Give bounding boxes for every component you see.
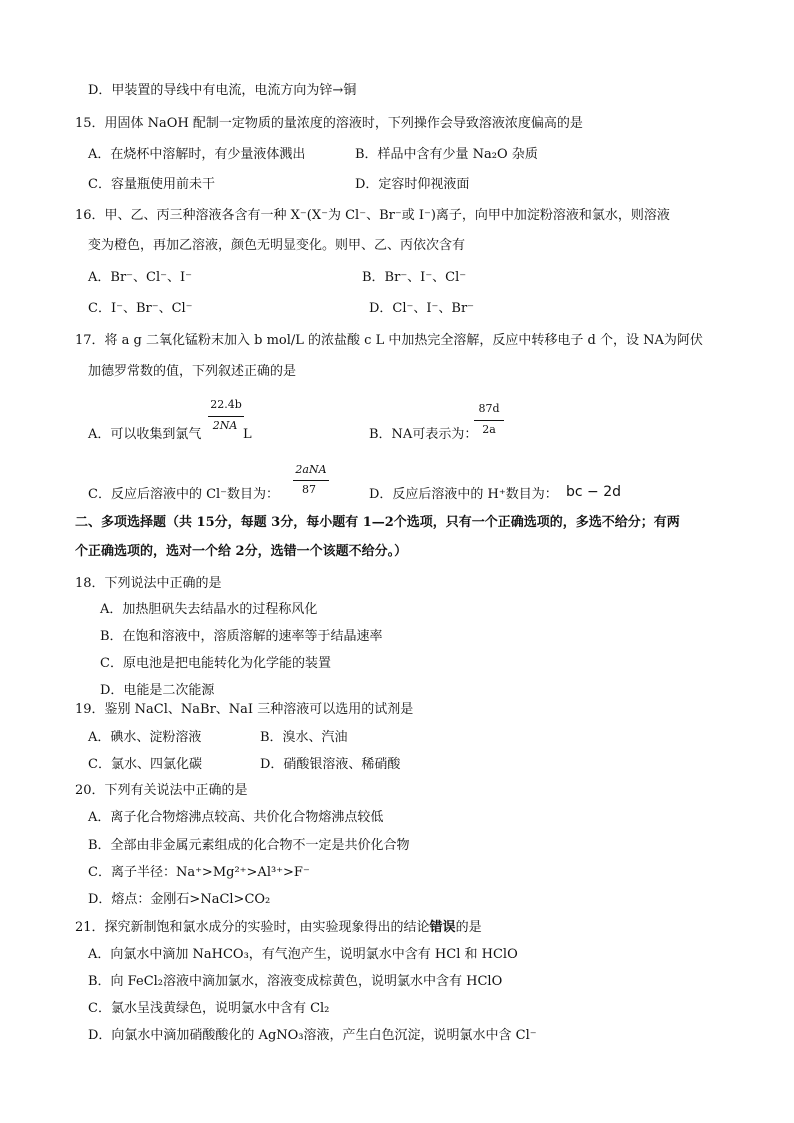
q17-option-d-expression: bc − 2d bbox=[566, 484, 622, 500]
q16-option-c: C．I⁻、Br⁻、Cl⁻ bbox=[88, 301, 193, 316]
q16-option-b: B．Br⁻、I⁻、Cl⁻ bbox=[362, 270, 467, 285]
q19-option-c: C．氯水、四氯化碳 bbox=[88, 757, 202, 772]
section2-header-line2: 个正确选项的，选对一个给 2分，选错一个该题不给分。） bbox=[75, 544, 408, 559]
q18-option-c: C．原电池是把电能转化为化学能的装置 bbox=[100, 656, 331, 671]
q17-option-c-fraction-bar bbox=[293, 480, 329, 481]
q15-option-c: C．容量瓶使用前未干 bbox=[88, 177, 215, 192]
q19-stem: 19．鉴别 NaCl、NaBr、NaI 三种溶液可以选用的试剂是 bbox=[75, 702, 414, 717]
q14-option-d: D．甲装置的导线中有电流，电流方向为锌→铜 bbox=[88, 83, 357, 98]
q17-option-c-text: C．反应后溶液中的 Cl⁻数目为： bbox=[88, 487, 280, 502]
q16-option-a: A．Br⁻、Cl⁻、I⁻ bbox=[88, 270, 192, 285]
q21-option-d: D．向氯水中滴加硝酸酸化的 AgNO₃溶液，产生白色沉淀，说明氯水中含 Cl⁻ bbox=[88, 1028, 537, 1043]
section2-header-line1: 二、多项选择题（共 15分，每题 3分，每小题有 1—2个选项，只有一个正确选项的，多选不给分；有两 bbox=[75, 515, 680, 530]
q17-option-a-text: A．可以收集到氯气 bbox=[88, 427, 202, 442]
q18-stem: 18．下列说法中正确的是 bbox=[75, 576, 222, 591]
q16-option-d: D．Cl⁻、I⁻、Br⁻ bbox=[369, 301, 475, 316]
q15-option-d: D．定容时仰视液面 bbox=[355, 177, 470, 192]
q21-option-c: C．氯水呈浅黄绿色，说明氯水中含有 Cl₂ bbox=[88, 1001, 330, 1016]
q15-option-b: B．样品中含有少量 Na₂O 杂质 bbox=[355, 147, 538, 162]
q20-option-c: C．离子半径：Na⁺>Mg²⁺>Al³⁺>F⁻ bbox=[88, 865, 310, 880]
q20-stem: 20．下列有关说法中正确的是 bbox=[75, 783, 248, 798]
q21-stem-suffix: 的是 bbox=[455, 920, 482, 935]
q17-option-a-denominator: 2NA bbox=[212, 419, 238, 432]
q16-stem-line1: 16．甲、乙、丙三种溶液各含有一种 X⁻(X⁻为 Cl⁻、Br⁻或 I⁻)离子，向甲中加淀粉溶液和氯水，则溶液 bbox=[75, 208, 670, 223]
q19-option-a: A．碘水、淀粉溶液 bbox=[88, 730, 202, 745]
q17-option-d-text: D．反应后溶液中的 H⁺数目为： bbox=[369, 487, 558, 502]
q20-option-d: D．熔点：金刚石>NaCl>CO₂ bbox=[88, 892, 271, 907]
q20-option-b: B．全部由非金属元素组成的化合物不一定是共价化合物 bbox=[88, 838, 410, 853]
q18-option-d: D．电能是二次能源 bbox=[100, 683, 215, 698]
q21-option-a: A．向氯水中滴加 NaHCO₃，有气泡产生，说明氯水中含有 HCl 和 HClO bbox=[88, 947, 518, 962]
q19-option-b: B．溴水、汽油 bbox=[260, 730, 348, 745]
q18-option-a: A．加热胆矾失去结晶水的过程称风化 bbox=[100, 602, 318, 617]
q21-option-b: B．向 FeCl₂溶液中滴加氯水，溶液变成棕黄色，说明氯水中含有 HClO bbox=[88, 974, 503, 989]
q17-option-a-numerator: 22.4b bbox=[210, 398, 242, 411]
q17-option-b-fraction-bar bbox=[474, 420, 504, 421]
q15-stem: 15．用固体 NaOH 配制一定物质的量浓度的溶液时，下列操作会导致溶液浓度偏高的是 bbox=[75, 116, 583, 131]
q21-stem bbox=[75, 919, 482, 937]
q21-stem-prefix: 21．探究新制饱和氯水成分的实验时，由实验现象得出的结论 bbox=[75, 920, 430, 935]
q17-stem-line2: 加德罗常数的值，下列叙述正确的是 bbox=[88, 364, 297, 379]
q19-option-d: D．硝酸银溶液、稀硝酸 bbox=[260, 757, 401, 772]
q17-option-a-unit: L bbox=[243, 427, 252, 442]
q18-option-b: B．在饱和溶液中，溶质溶解的速率等于结晶速率 bbox=[100, 629, 383, 644]
q17-option-c-numerator: 2aNA bbox=[295, 463, 327, 476]
q17-option-c-denominator: 87 bbox=[302, 483, 316, 496]
q17-stem-line1: 17．将 a g 二氧化锰粉末加入 b mol/L 的浓盐酸 c L 中加热完全溶解，反应中转移电子 d 个，设 NA为阿伏 bbox=[75, 333, 703, 348]
q20-option-a: A．离子化合物熔沸点较高、共价化合物熔沸点较低 bbox=[88, 810, 384, 825]
q17-option-b-text: B．NA可表示为： bbox=[369, 427, 478, 442]
q17-option-b-denominator: 2a bbox=[482, 423, 496, 436]
q21-stem-emphasis: 错误 bbox=[429, 920, 456, 935]
q17-option-a-fraction-bar bbox=[208, 416, 244, 417]
q17-option-b-numerator: 87d bbox=[478, 402, 500, 415]
q16-stem-line2: 变为橙色，再加乙溶液，颜色无明显变化。则甲、乙、丙依次含有 bbox=[88, 238, 466, 253]
q15-option-a: A．在烧杯中溶解时，有少量液体溅出 bbox=[88, 147, 306, 162]
